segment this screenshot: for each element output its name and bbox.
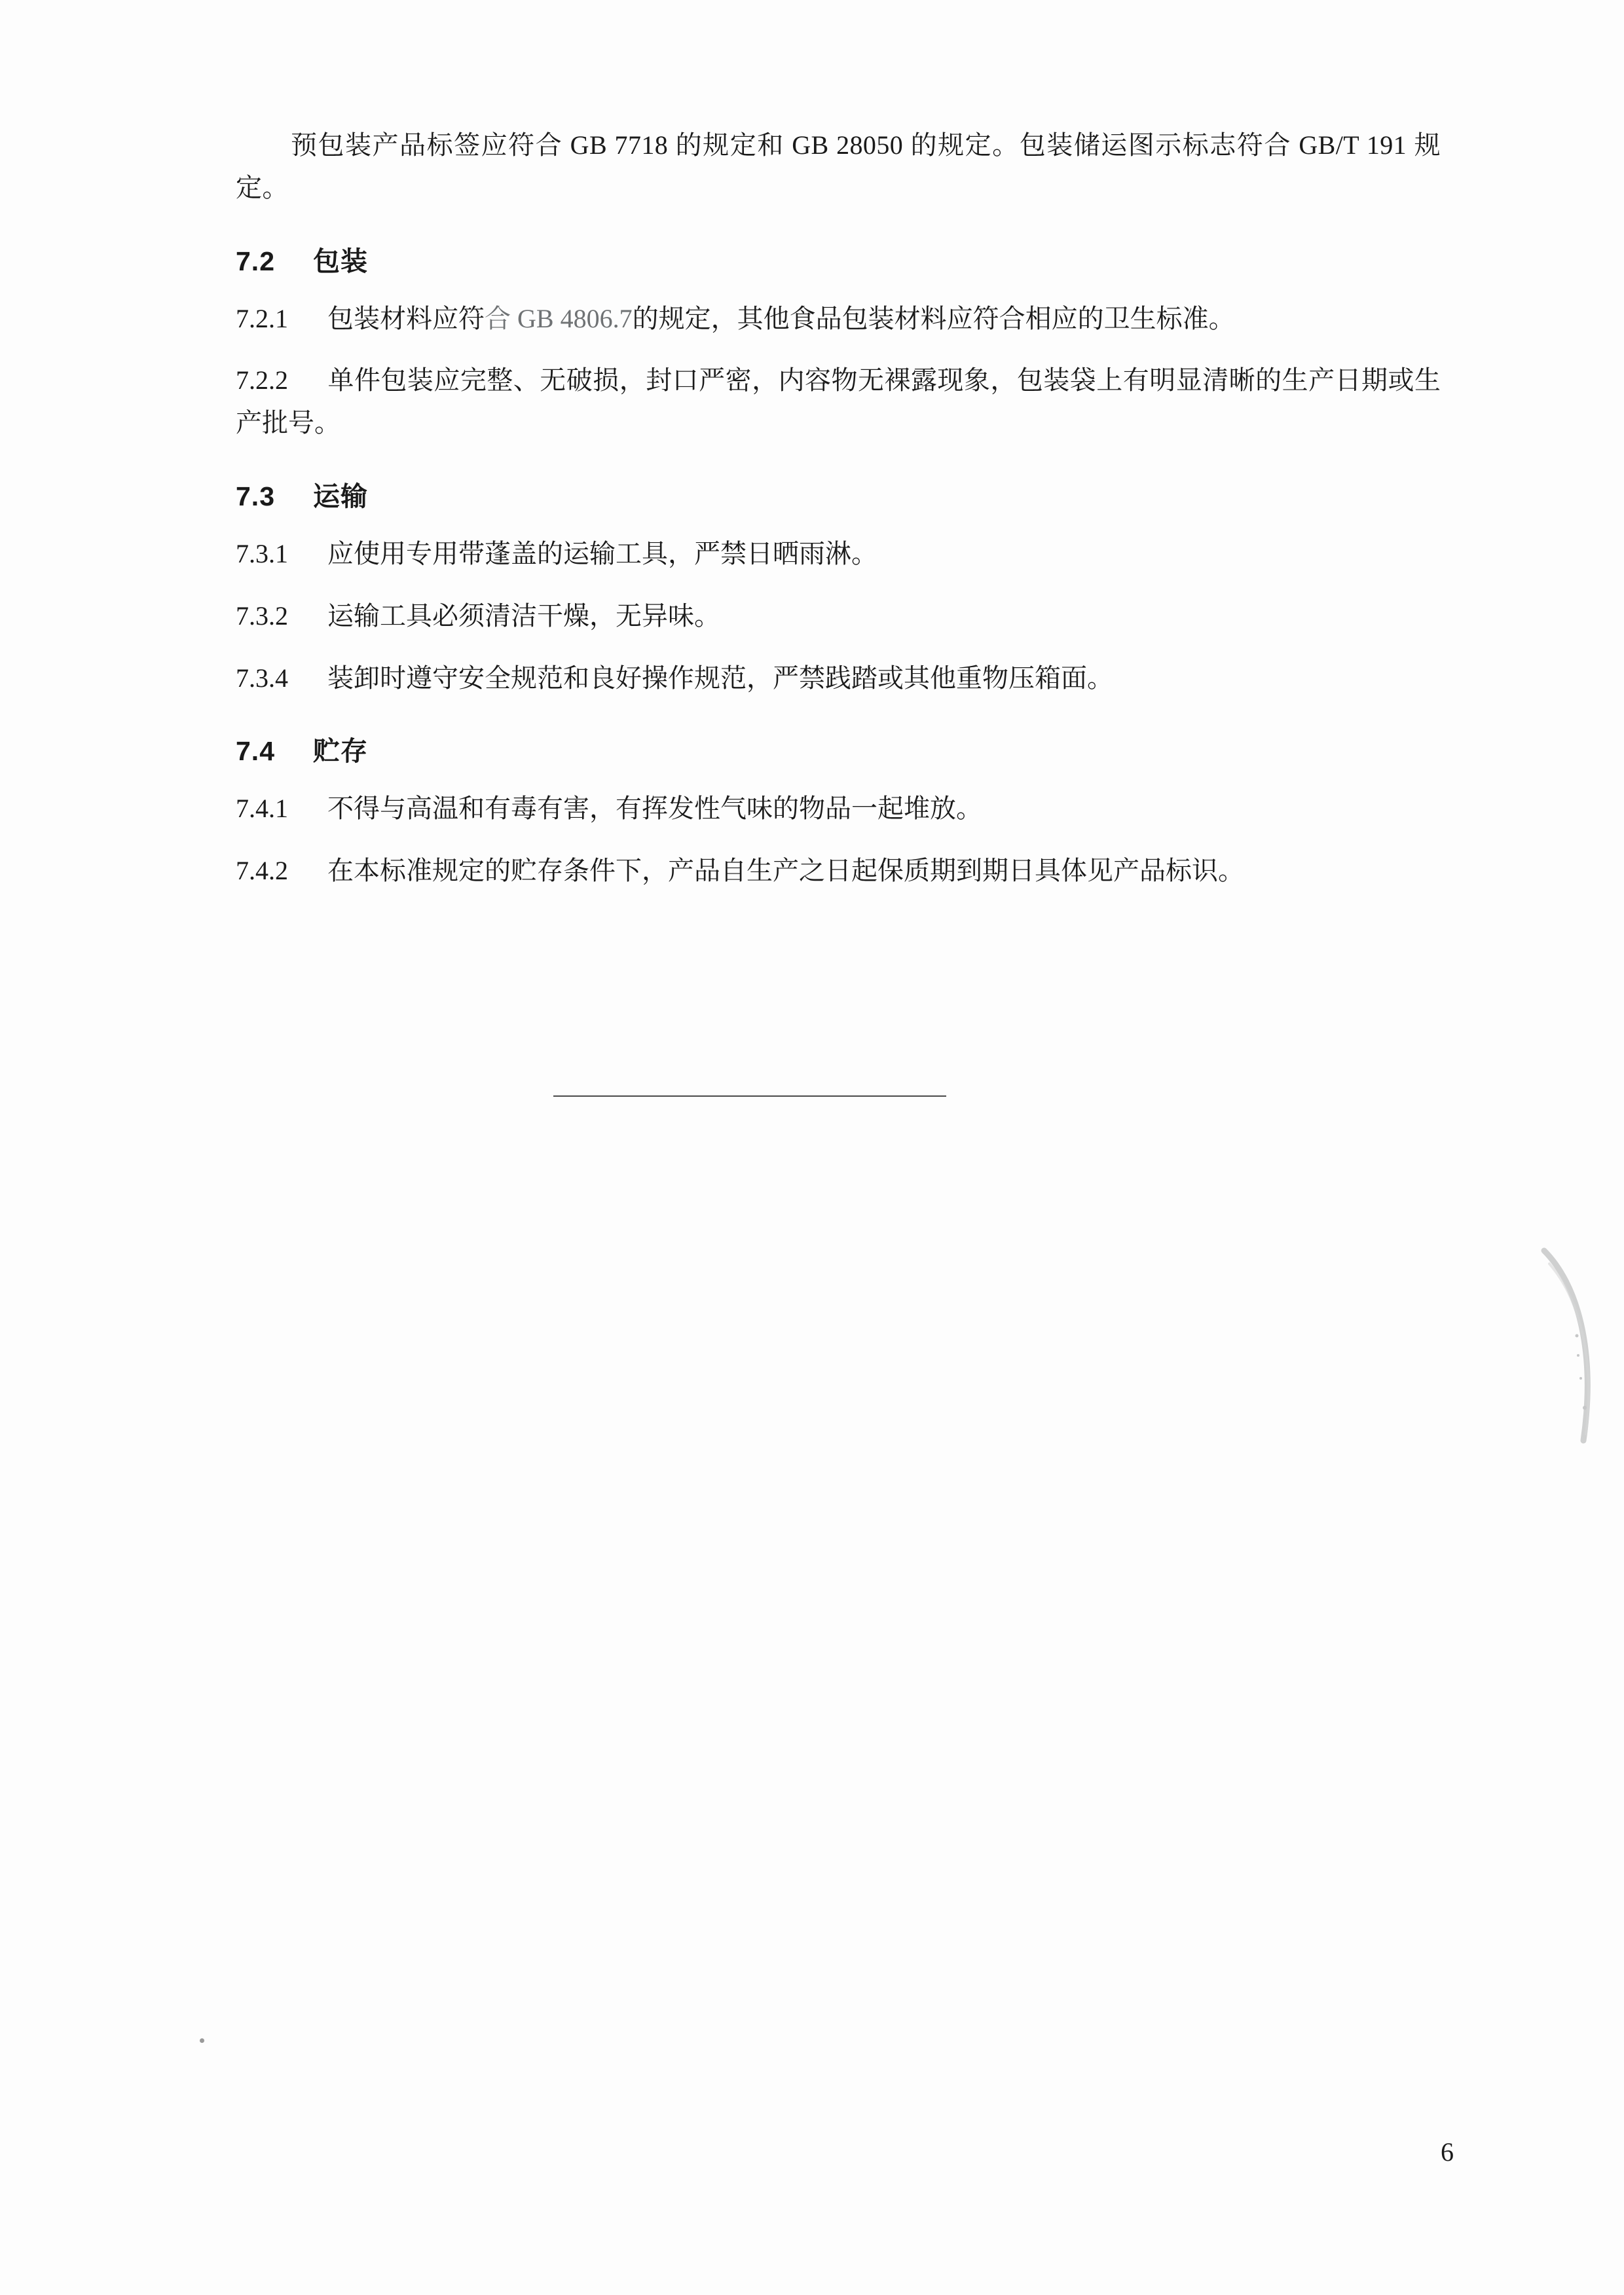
horizontal-rule-divider <box>553 1095 946 1097</box>
scan-speck-artifact <box>200 2038 204 2043</box>
clause-7-4-2 <box>236 850 1441 892</box>
paragraph-labeling: 预包装产品标签应符合 GB 7718 的规定和 GB 28050 的规定。包装储运图示标志符合 GB/T 191 规定。 <box>236 130 1441 202</box>
clause-7-3-1-number: 7.3.1 <box>236 538 288 568</box>
clause-7-2-2-number: 7.2.2 <box>236 365 288 395</box>
clause-7-2-1-faint-text: 合 GB 4806.7 <box>485 303 633 333</box>
clause-7-3-1-text: 应使用专用带蓬盖的运输工具，严禁日晒雨淋。 <box>327 538 877 568</box>
clause-7-3-4-number: 7.3.4 <box>236 663 288 693</box>
clause-7-3-2-text: 运输工具必须清洁干燥，无异味。 <box>327 600 720 631</box>
heading-7-4 <box>236 729 1441 768</box>
clause-7-4-1-number: 7.4.1 <box>236 794 288 824</box>
clause-7-4-2-number: 7.4.2 <box>236 856 288 886</box>
clause-7-2-1-text-after: 的规定，其他食品包装材料应符合相应的卫生标准。 <box>632 303 1235 333</box>
clause-7-3-4-text: 装卸时遵守安全规范和良好操作规范，严禁践踏或其他重物压箱面。 <box>327 663 1113 693</box>
heading-7-3-number: 7.3 <box>236 481 275 511</box>
heading-7-4-title: 贮存 <box>313 736 368 767</box>
clause-7-3-2 <box>236 595 1441 638</box>
clause-7-4-1 <box>236 788 1441 830</box>
document-body <box>236 124 1441 912</box>
clause-7-3-2-number: 7.3.2 <box>236 600 288 631</box>
heading-7-2-number: 7.2 <box>236 246 275 276</box>
heading-7-2 <box>236 240 1441 278</box>
scan-smudge-artifact <box>1538 1244 1616 1460</box>
clause-7-3-1 <box>236 533 1441 576</box>
heading-7-2-title: 包装 <box>313 246 368 276</box>
clause-7-3-4 <box>236 657 1441 700</box>
clause-7-2-1 <box>236 298 1441 340</box>
clause-7-2-1-text-before: 包装材料应符 <box>327 303 485 333</box>
page-number: 6 <box>1441 2137 1454 2167</box>
clause-7-4-1-text: 不得与高温和有毒有害，有挥发性气味的物品一起堆放。 <box>327 794 982 824</box>
clause-7-2-2-text: 单件包装应完整、无破损，封口严密，内容物无裸露现象，包装袋上有明显清晰的生产日期或生产批号。 <box>236 365 1441 438</box>
clause-7-2-2 <box>236 359 1441 445</box>
clause-7-2-1-number: 7.2.1 <box>236 303 288 333</box>
heading-7-3-title: 运输 <box>313 481 368 511</box>
clause-7-4-2-text: 在本标准规定的贮存条件下，产品自生产之日起保质期到期日具体见产品标识。 <box>327 856 1244 886</box>
heading-7-3 <box>236 475 1441 513</box>
heading-7-4-number: 7.4 <box>236 736 275 767</box>
